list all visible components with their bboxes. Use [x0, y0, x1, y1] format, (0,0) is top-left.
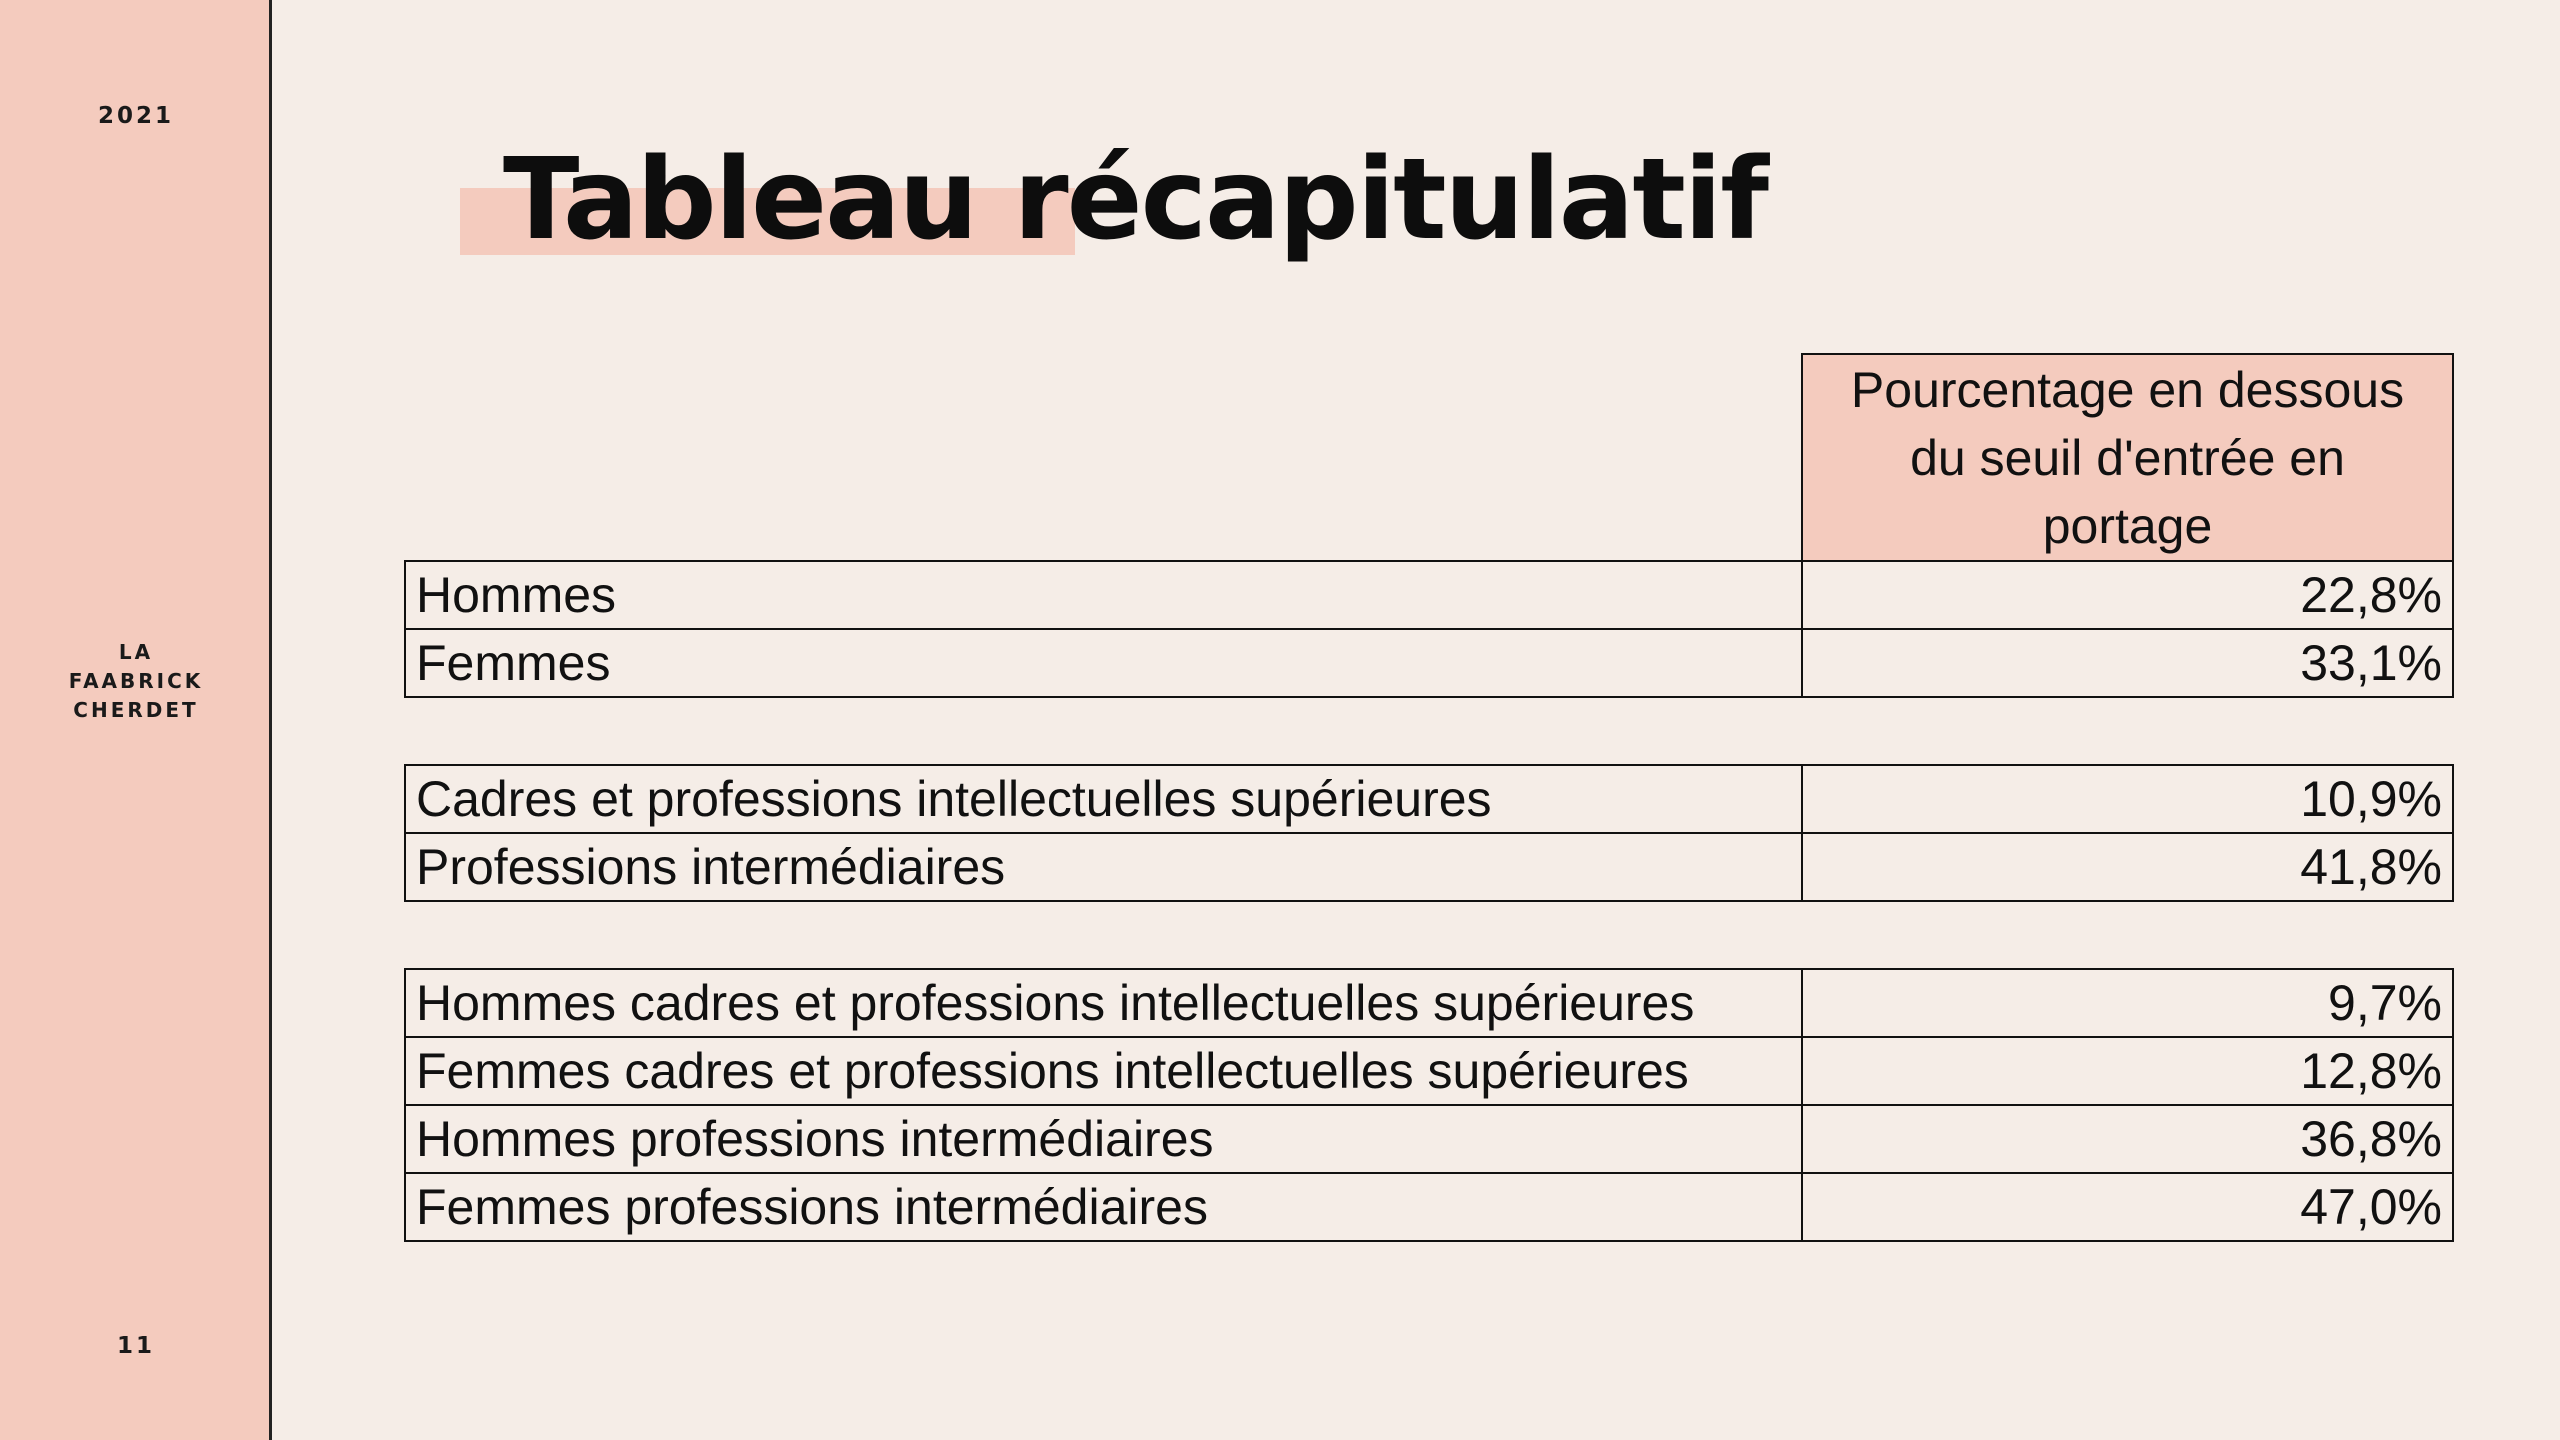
table-row [405, 1173, 2453, 1241]
table-row [405, 1037, 2453, 1105]
summary-table [404, 353, 2454, 1242]
table-row [405, 765, 2453, 833]
row-label: Hommes cadres et professions intellectuelles supérieures [405, 969, 1802, 1037]
brand-line: LA [118, 640, 154, 664]
year-label: 2021 [97, 103, 174, 129]
table-row [405, 833, 2453, 901]
row-value: 10,9% [1802, 765, 2453, 833]
row-label: Professions intermédiaires [405, 833, 1802, 901]
row-label: Femmes professions intermédiaires [405, 1173, 1802, 1241]
group-spacer [405, 901, 2453, 969]
brand-label [0, 638, 272, 725]
row-label: Femmes cadres et professions intellectuelles supérieures [405, 1037, 1802, 1105]
column-header: Pourcentage en dessous du seuil d'entrée en portage [1802, 354, 2453, 561]
header-empty-cell [405, 354, 1802, 561]
group-spacer [405, 697, 2453, 765]
row-value: 36,8% [1802, 1105, 2453, 1173]
page-number: 11 [116, 1333, 155, 1359]
row-label: Femmes [405, 629, 1802, 697]
page-title: Tableau récapitulatif [503, 135, 1767, 265]
table-row [405, 629, 2453, 697]
table-row [405, 561, 2453, 629]
row-value: 9,7% [1802, 969, 2453, 1037]
row-value: 47,0% [1802, 1173, 2453, 1241]
sidebar [0, 0, 272, 1440]
row-value: 12,8% [1802, 1037, 2453, 1105]
table-header-row [405, 354, 2453, 561]
row-value: 33,1% [1802, 629, 2453, 697]
table-row [405, 969, 2453, 1037]
table-row [405, 1105, 2453, 1173]
row-value: 22,8% [1802, 561, 2453, 629]
row-value: 41,8% [1802, 833, 2453, 901]
row-label: Hommes [405, 561, 1802, 629]
row-label: Hommes professions intermédiaires [405, 1105, 1802, 1173]
brand-line: CHERDET [73, 698, 199, 722]
row-label: Cadres et professions intellectuelles supérieures [405, 765, 1802, 833]
brand-line: FAABRICK [68, 669, 204, 693]
